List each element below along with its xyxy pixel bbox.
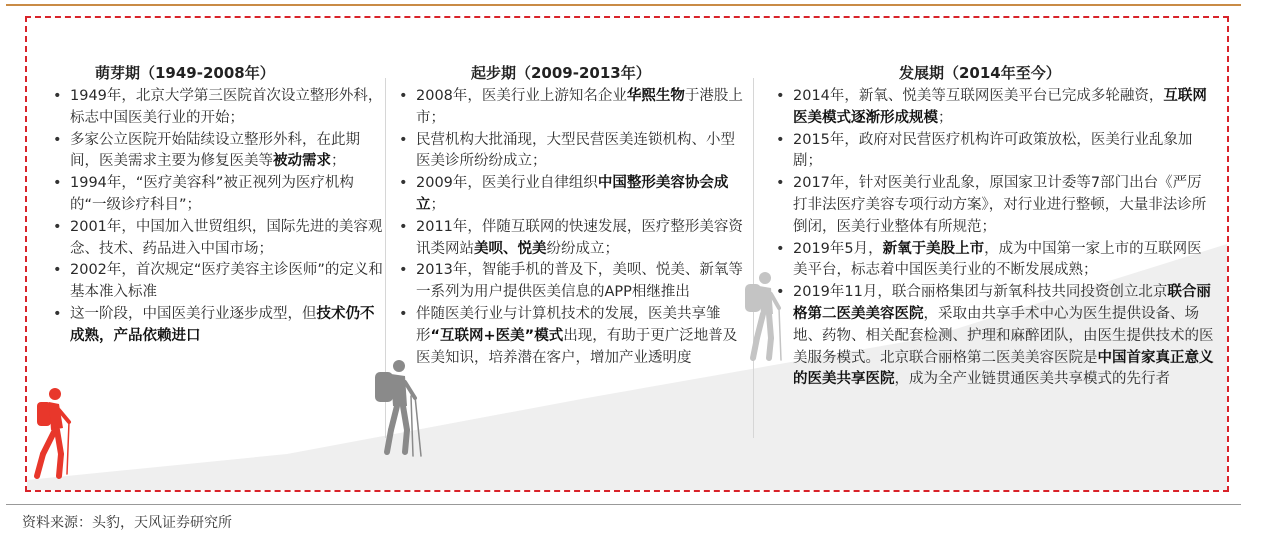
item-text: ，成为中国第一家上市的互联网医美平台，标志着中国医美行业的不断发展成熟； bbox=[793, 240, 1202, 279]
phase-1-item bbox=[53, 304, 383, 348]
item-text: 2013年，智能手机的普及下，美呗、悦美、新氧等一系列为用户提供医美信息的APP相继推出 bbox=[416, 262, 743, 301]
hiker-gray-icon bbox=[369, 356, 425, 458]
item-text: ，成为全产业链贯通医美共享模式的先行者 bbox=[894, 371, 1170, 388]
timeline-frame bbox=[25, 16, 1229, 492]
emphasis-text: 美呗、悦美 bbox=[474, 240, 547, 257]
phase-2-item bbox=[399, 173, 744, 217]
item-text: 2015年，政府对民营医疗机构许可政策放松，医美行业乱象加剧； bbox=[793, 131, 1193, 170]
item-text: 伴随医美行业与计算机技术的发展，医美共享雏形 bbox=[416, 305, 721, 344]
item-text: 出现，有助于更广泛地普及医美知识，培养潜在客户，增加产业透明度 bbox=[416, 327, 738, 366]
item-text: 2011年，伴随互联网的快速发展，医疗整形美容资讯类网站 bbox=[416, 218, 743, 257]
hiker-red-icon bbox=[29, 382, 73, 482]
item-text: 于港股上市； bbox=[416, 88, 743, 126]
phase-title-3: 发展期（2014年至今） bbox=[899, 64, 1061, 82]
phase-2-list bbox=[399, 86, 744, 369]
emphasis-text: 互联网医美模式逐渐形成规模 bbox=[793, 88, 1207, 126]
phase-title-2: 起步期（2009-2013年） bbox=[471, 64, 651, 82]
phase-1-item bbox=[53, 130, 383, 174]
emphasis-text: 联合丽格第二医美美容医院 bbox=[793, 284, 1211, 322]
phase-3-item bbox=[776, 173, 1216, 238]
phase-1-item bbox=[53, 86, 383, 130]
phase-2-item bbox=[399, 86, 744, 130]
item-text: 2008年，医美行业上游知名企业 bbox=[416, 88, 627, 104]
emphasis-text: “互联网+医美”模式 bbox=[430, 327, 564, 344]
bottom-rule bbox=[6, 504, 1241, 505]
emphasis-text: 中国整形美容协会成立 bbox=[416, 175, 729, 213]
emphasis-text: 被动需求 bbox=[273, 153, 331, 170]
item-text: 2001年，中国加入世贸组织，国际先进的美容观念、技术、药品进入中国市场； bbox=[70, 218, 383, 257]
phase-1-item bbox=[53, 217, 383, 261]
emphasis-text: 技术仍不成熟，产品依赖进口 bbox=[70, 305, 375, 344]
item-text: ，采取由共享手术中心为医生提供设备、场地、药物、相关配套检测、护理和麻醉团队，由医生提供技术的医美服务模式。北京联合丽格第二医美美容医院是 bbox=[793, 305, 1214, 366]
item-text: 民营机构大批涌现，大型民营医美连锁机构、小型医美诊所纷纷成立； bbox=[416, 131, 735, 170]
item-text: ； bbox=[430, 196, 445, 213]
item-text: 2002年，首次规定“医疗美容主诊医师”的定义和基本准入标准 bbox=[70, 262, 383, 301]
item-text: 2009年，医美行业自律组织 bbox=[416, 175, 598, 192]
phase-3-list bbox=[776, 86, 1216, 391]
column-divider-2 bbox=[753, 78, 754, 438]
item-text: ； bbox=[938, 109, 953, 126]
emphasis-text: 华熙生物 bbox=[626, 88, 685, 104]
phase-title-1: 萌芽期（1949-2008年） bbox=[95, 64, 275, 82]
hiker-light-icon bbox=[741, 268, 785, 364]
item-text: 多家公立医院开始陆续设立整形外科，在此期间，医美需求主要为修复医美等 bbox=[70, 131, 360, 170]
item-text: 这一阶段，中国医美行业逐步成型，但 bbox=[70, 305, 317, 322]
item-text: 1994年，“医疗美容科”被正视列为医疗机构的“一级诊疗科目”； bbox=[70, 175, 354, 213]
phase-2-item bbox=[399, 130, 744, 174]
phase-2-item bbox=[399, 217, 744, 261]
item-text: ； bbox=[331, 153, 346, 170]
phase-3-item bbox=[776, 86, 1216, 130]
phase-1-item bbox=[53, 260, 383, 304]
item-text: 2019年11月，联合丽格集团与新氧科技共同投资创立北京 bbox=[793, 284, 1168, 301]
phase-2-item bbox=[399, 260, 744, 304]
item-text: 纷纷成立； bbox=[546, 240, 619, 257]
phase-3-item bbox=[776, 282, 1216, 391]
phase-2-item bbox=[399, 304, 744, 369]
phase-3-item bbox=[776, 130, 1216, 174]
emphasis-text: 中国首家真正意义的医美共享医院 bbox=[793, 349, 1214, 388]
phase-1-item bbox=[53, 173, 383, 217]
top-rule bbox=[6, 4, 1241, 6]
source-note: 资料来源：头豹，天风证券研究所 bbox=[22, 515, 232, 531]
item-text: 2019年5月， bbox=[793, 240, 883, 257]
emphasis-text: 新氧于美股上市 bbox=[882, 240, 985, 257]
phase-3-item bbox=[776, 239, 1216, 283]
item-text: 2017年，针对医美行业乱象，原国家卫计委等7部门出台《严厉打非法医疗美容专项行动方案》，对行业进行整顿，大量非法诊所倒闭，医美行业整体有所规范； bbox=[793, 175, 1207, 235]
phase-1-list bbox=[53, 86, 383, 348]
item-text: 1949年，北京大学第三医院首次设立整形外科，标志中国医美行业的开始； bbox=[70, 88, 383, 126]
item-text: 2014年，新氧、悦美等互联网医美平台已完成多轮融资， bbox=[793, 88, 1164, 104]
